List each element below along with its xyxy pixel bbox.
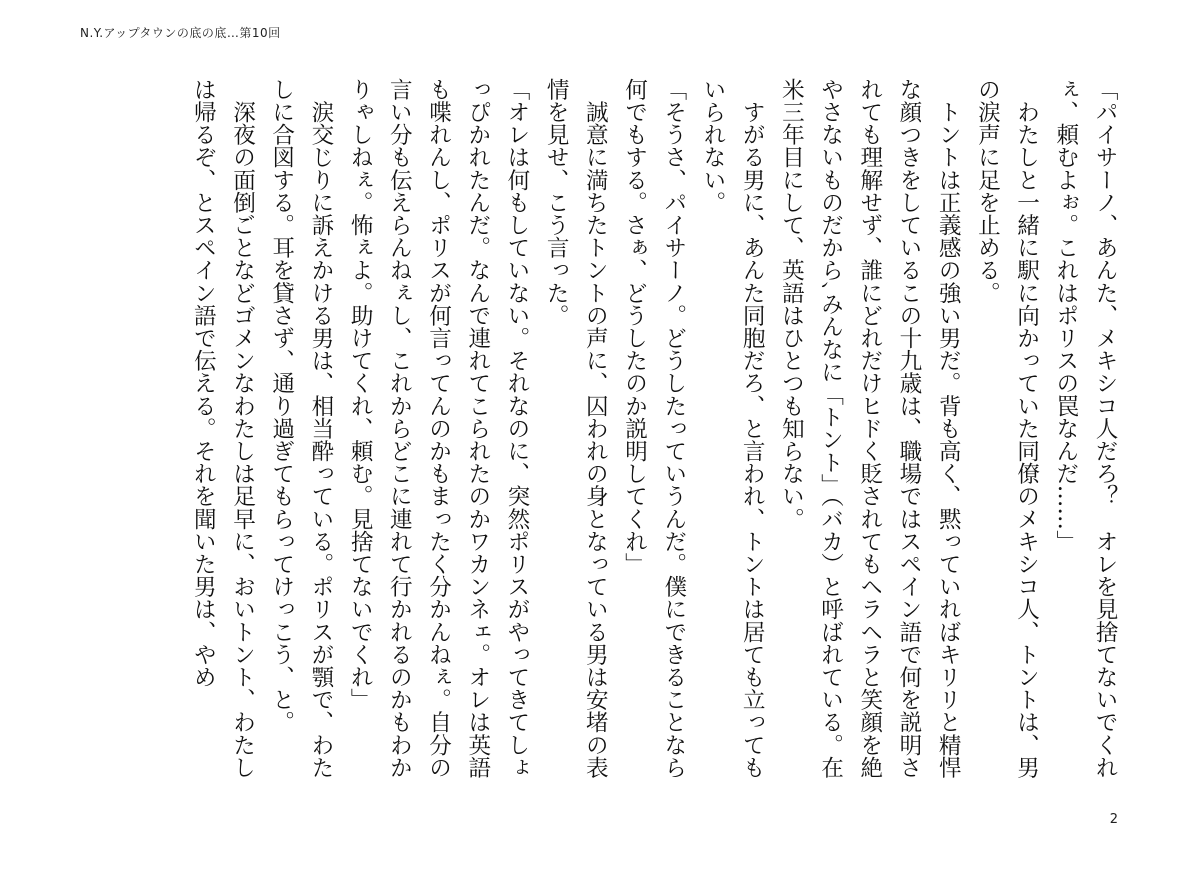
paragraph: わたしと一緒に駅に向かっていた同僚のメキシコ人、トントは、男の涙声に足を止める。 [974, 78, 1040, 779]
running-header: N.Y.アップタウンの底の底…第10回 [80, 26, 281, 40]
paragraph: トントは正義感の強い男だ。背も高く、黙っていればキリリと精悍な顔つきをしているこの十九歳は、職場ではスペイン語で何を説明されても理解せず、誰にどれだけヒドく貶されてもヘラヘラと笑顔を絶やさないものだから､みんなに「トント」（バカ）と呼ばれている。在米三年目にして、英語はひとつも知らない。 [778, 78, 962, 779]
paragraph: 「そうさ、パイサーノ。どうしたっていうんだ。僕にできることなら何でもする。さぁ、どうしたのか説明してくれ」 [621, 78, 687, 779]
paragraph: 誠意に満ちたトントの声に、囚われの身となっている男は安堵の表情を見せ、こう言った。 [543, 78, 609, 779]
paragraph: 深夜の面倒ごとなどゴメンなわたしは足早に、おいトント、わたしは帰るぞ、とスペイン語で伝える。それを聞いた男は、やめ [190, 78, 256, 779]
article-body [72, 78, 1124, 798]
paragraph: すがる男に、あんた同胞だろ、と言われ、トントは居ても立ってもいられない。 [699, 78, 766, 779]
page-number: 2 [1109, 812, 1118, 827]
paragraph: 涙交じりに訴えかける男は、相当酔っている。ポリスが顎で、わたしに合図する。耳を貸さず、通り過ぎてもらってけっこう、と。 [268, 78, 334, 779]
paragraph: 「パイサーノ、あんた、メキシコ人だろ？ オレを見捨てないでくれぇ、頼むよぉ。これはポリスの罠なんだ……」 [1052, 78, 1118, 779]
paragraph: 「オレは何もしていない。それなのに、突然ポリスがやってきてしょっぴかれたんだ。なんで連れてこられたのかワカンネェ。オレは英語も喋れんし、ポリスが何言ってんのかもまったく分かんねぇ。自分の言い分も伝えらんねぇし、これからどこに連れて行かれるのかもわかりゃしねぇ。怖ぇよ。助けてくれ、頼む。見捨てないでくれ」 [347, 78, 530, 779]
